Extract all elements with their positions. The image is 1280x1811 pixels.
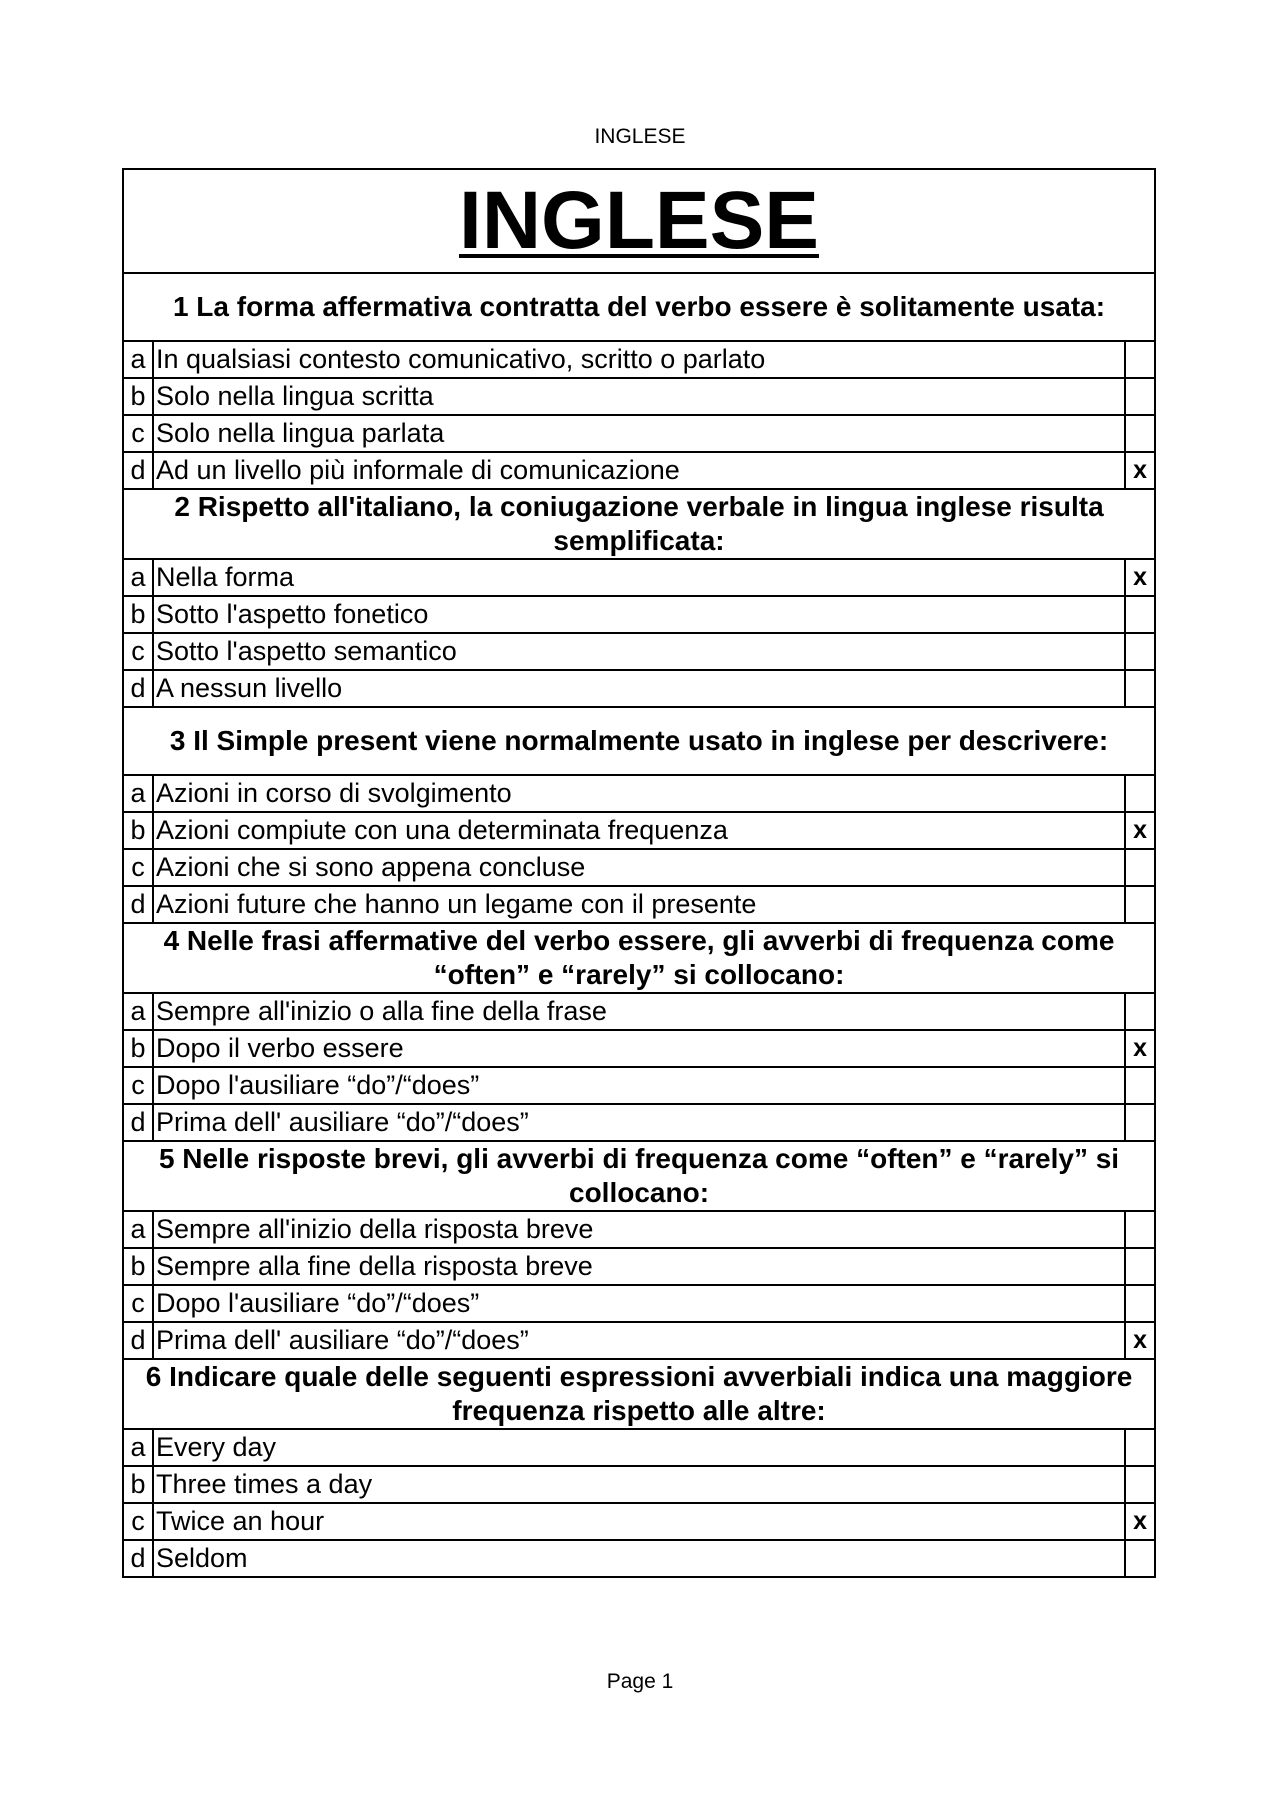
question-text: 5 Nelle risposte brevi, gli avverbi di frequenza come “often” e “rarely” si collocano: <box>123 1141 1155 1211</box>
option-row <box>123 633 1155 670</box>
option-row <box>123 559 1155 596</box>
option-text: Sotto l'aspetto fonetico <box>153 596 1125 633</box>
option-text: Dopo l'ausiliare “do”/“does” <box>153 1285 1125 1322</box>
option-letter: c <box>123 1067 153 1104</box>
option-letter: b <box>123 812 153 849</box>
option-row <box>123 452 1155 489</box>
answer-mark-cell <box>1125 1540 1155 1577</box>
option-letter: b <box>123 1466 153 1503</box>
option-letter: d <box>123 1540 153 1577</box>
option-row <box>123 1285 1155 1322</box>
option-letter: c <box>123 633 153 670</box>
option-row <box>123 415 1155 452</box>
option-letter: d <box>123 1104 153 1141</box>
option-row <box>123 775 1155 812</box>
question-row <box>123 1359 1155 1429</box>
option-letter: d <box>123 452 153 489</box>
answer-mark-cell <box>1125 341 1155 378</box>
answer-mark-cell <box>1125 1067 1155 1104</box>
question-row <box>123 273 1155 341</box>
question-row <box>123 1141 1155 1211</box>
option-row <box>123 1104 1155 1141</box>
answer-mark-cell <box>1125 1104 1155 1141</box>
answer-mark-cell <box>1125 993 1155 1030</box>
option-letter: c <box>123 849 153 886</box>
answer-mark-cell <box>1125 670 1155 707</box>
title-cell <box>123 169 1155 273</box>
question-text: 3 Il Simple present viene normalmente usato in inglese per descrivere: <box>123 707 1155 775</box>
option-letter: d <box>123 670 153 707</box>
option-text: Solo nella lingua scritta <box>153 378 1125 415</box>
option-text: Prima dell' ausiliare “do”/“does” <box>153 1104 1125 1141</box>
option-row <box>123 886 1155 923</box>
option-text: Azioni compiute con una determinata frequenza <box>153 812 1125 849</box>
answer-mark-cell <box>1125 886 1155 923</box>
answer-mark-cell <box>1125 849 1155 886</box>
answer-mark-cell: x <box>1125 1503 1155 1540</box>
option-row <box>123 1322 1155 1359</box>
option-row <box>123 1248 1155 1285</box>
answer-mark-cell: x <box>1125 452 1155 489</box>
option-text: Azioni che si sono appena concluse <box>153 849 1125 886</box>
question-row <box>123 489 1155 559</box>
option-text: Azioni future che hanno un legame con il presente <box>153 886 1125 923</box>
option-row <box>123 378 1155 415</box>
answer-mark-cell <box>1125 596 1155 633</box>
option-letter: d <box>123 886 153 923</box>
option-text: Twice an hour <box>153 1503 1125 1540</box>
option-text: Seldom <box>153 1540 1125 1577</box>
option-row <box>123 1503 1155 1540</box>
option-letter: a <box>123 341 153 378</box>
answer-mark-cell <box>1125 1211 1155 1248</box>
option-row <box>123 812 1155 849</box>
option-letter: c <box>123 415 153 452</box>
option-letter: d <box>123 1322 153 1359</box>
title-row <box>123 169 1155 273</box>
option-text: Dopo il verbo essere <box>153 1030 1125 1067</box>
option-row <box>123 1067 1155 1104</box>
answer-mark-cell: x <box>1125 559 1155 596</box>
option-text: Prima dell' ausiliare “do”/“does” <box>153 1322 1125 1359</box>
option-letter: a <box>123 559 153 596</box>
option-text: Sotto l'aspetto semantico <box>153 633 1125 670</box>
answer-mark-cell <box>1125 415 1155 452</box>
option-text: Nella forma <box>153 559 1125 596</box>
option-letter: c <box>123 1285 153 1322</box>
option-text: In qualsiasi contesto comunicativo, scritto o parlato <box>153 341 1125 378</box>
page-footer: Page 1 <box>606 1670 674 1693</box>
answer-mark-cell <box>1125 1429 1155 1466</box>
option-row <box>123 596 1155 633</box>
option-letter: a <box>123 1429 153 1466</box>
option-text: Ad un livello più informale di comunicazione <box>153 452 1125 489</box>
question-text: 1 La forma affermativa contratta del verbo essere è solitamente usata: <box>123 273 1155 341</box>
question-text: 6 Indicare quale delle seguenti espressioni avverbiali indica una maggiore frequenza rispetto alle altre: <box>123 1359 1155 1429</box>
question-row <box>123 707 1155 775</box>
option-letter: b <box>123 1030 153 1067</box>
option-row <box>123 849 1155 886</box>
question-text: 4 Nelle frasi affermative del verbo essere, gli avverbi di frequenza come “often” e “rarely” si collocano: <box>123 923 1155 993</box>
option-row <box>123 1540 1155 1577</box>
answer-mark-cell: x <box>1125 812 1155 849</box>
answer-mark-cell <box>1125 775 1155 812</box>
option-row <box>123 1429 1155 1466</box>
answer-mark-cell: x <box>1125 1322 1155 1359</box>
option-text: Every day <box>153 1429 1125 1466</box>
answer-mark-cell <box>1125 1285 1155 1322</box>
option-row <box>123 1211 1155 1248</box>
option-text: Solo nella lingua parlata <box>153 415 1125 452</box>
page-header: INGLESE <box>594 125 686 148</box>
option-text: A nessun livello <box>153 670 1125 707</box>
option-row <box>123 1030 1155 1067</box>
answer-mark-cell <box>1125 1466 1155 1503</box>
answer-mark-cell <box>1125 378 1155 415</box>
option-row <box>123 1466 1155 1503</box>
option-row <box>123 341 1155 378</box>
option-text: Sempre all'inizio della risposta breve <box>153 1211 1125 1248</box>
option-text: Sempre all'inizio o alla fine della frase <box>153 993 1125 1030</box>
option-row <box>123 993 1155 1030</box>
option-letter: a <box>123 993 153 1030</box>
option-letter: b <box>123 596 153 633</box>
answer-mark-cell <box>1125 633 1155 670</box>
option-text: Azioni in corso di svolgimento <box>153 775 1125 812</box>
answer-mark-cell: x <box>1125 1030 1155 1067</box>
answer-mark-cell <box>1125 1248 1155 1285</box>
quiz-table <box>122 168 1156 1578</box>
option-letter: c <box>123 1503 153 1540</box>
question-row <box>123 923 1155 993</box>
question-text: 2 Rispetto all'italiano, la coniugazione verbale in lingua inglese risulta semplificata: <box>123 489 1155 559</box>
option-letter: b <box>123 1248 153 1285</box>
document-title: INGLESE <box>459 175 819 266</box>
option-row <box>123 670 1155 707</box>
option-letter: a <box>123 775 153 812</box>
option-letter: b <box>123 378 153 415</box>
option-letter: a <box>123 1211 153 1248</box>
option-text: Dopo l'ausiliare “do”/“does” <box>153 1067 1125 1104</box>
option-text: Sempre alla fine della risposta breve <box>153 1248 1125 1285</box>
option-text: Three times a day <box>153 1466 1125 1503</box>
